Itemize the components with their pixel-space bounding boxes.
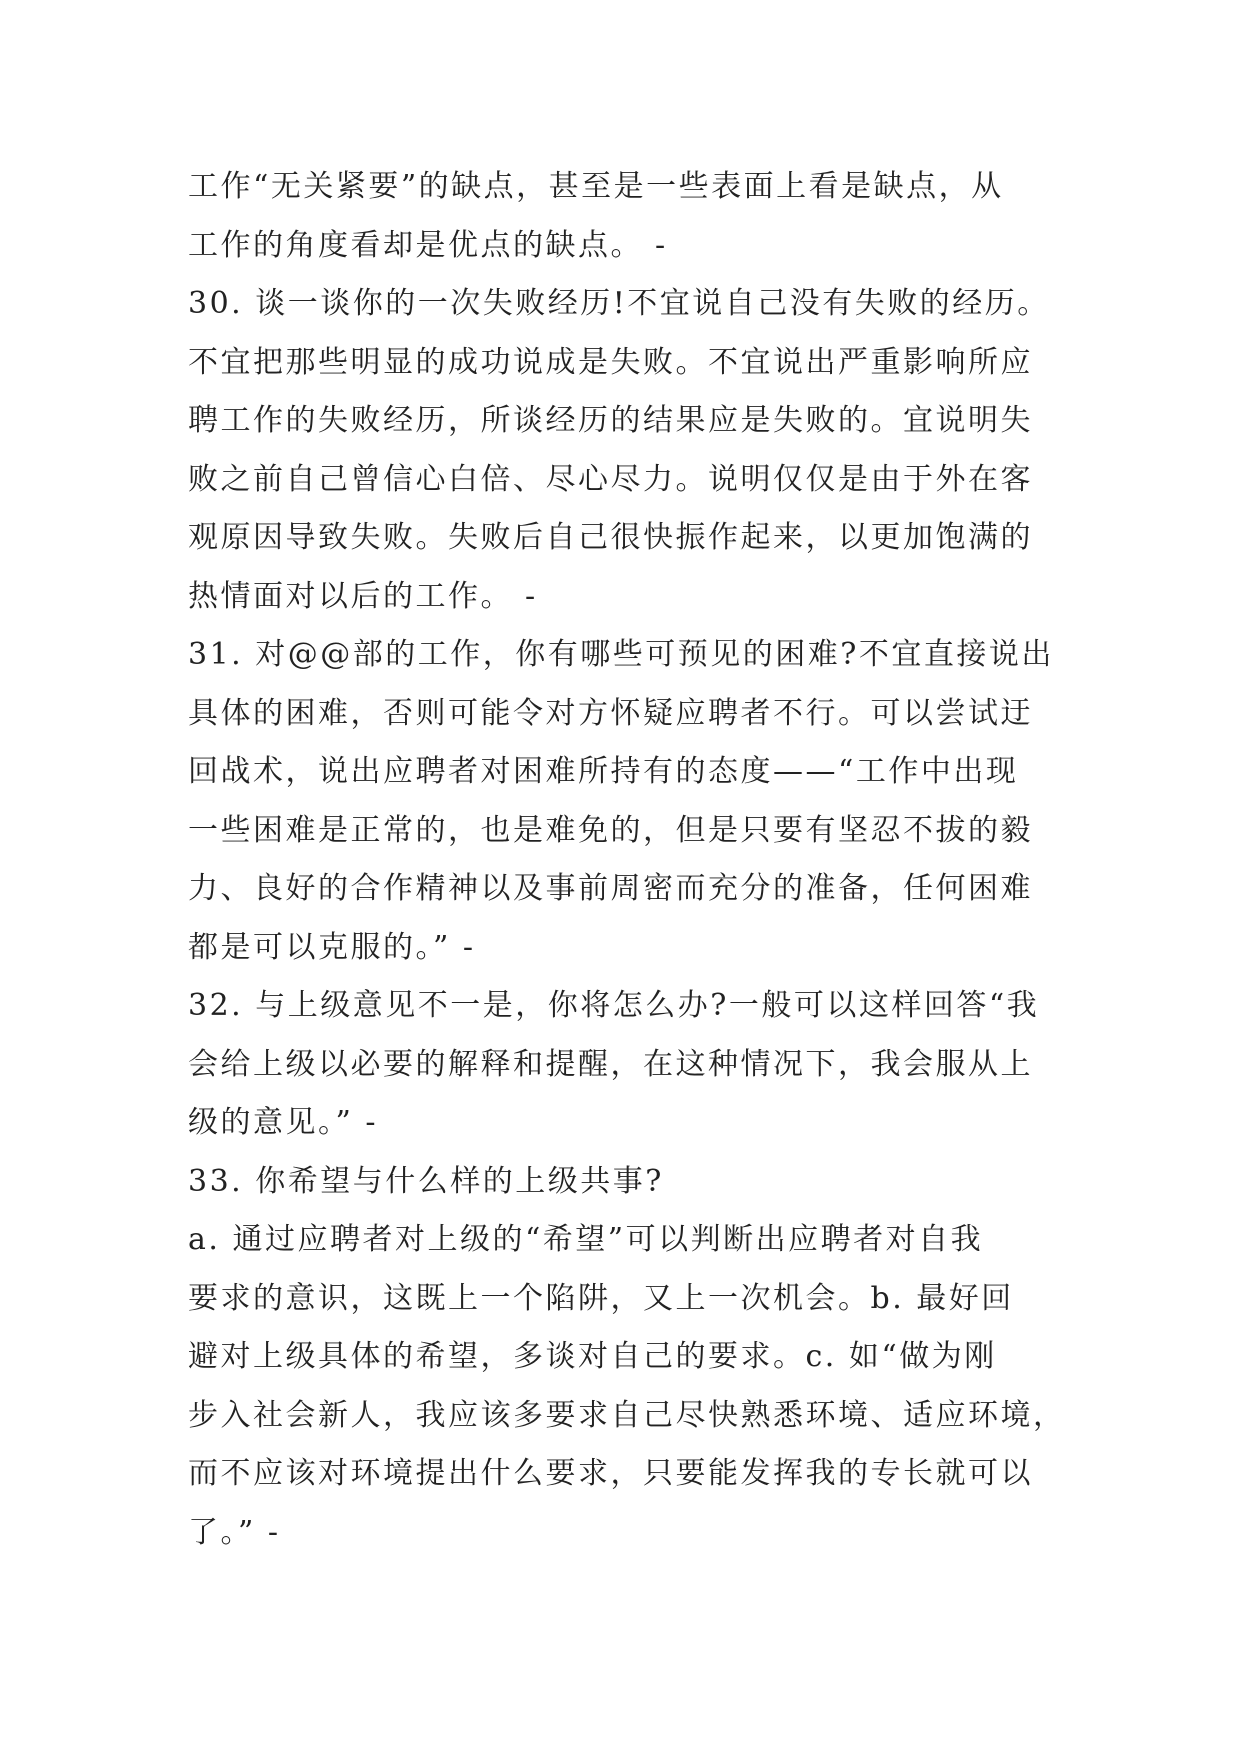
text-line: 不宜把那些明显的成功说成是失败。不宜说出严重影响所应 bbox=[188, 344, 1033, 380]
text-line: 具体的困难，否则可能令对方怀疑应聘者不行。可以尝试迂 bbox=[188, 695, 1033, 731]
text-line: 一些困难是正常的，也是难免的，但是只要有坚忍不拔的毅 bbox=[188, 812, 1033, 848]
text-line: 而不应该对环境提出什么要求，只要能发挥我的专长就可以 bbox=[188, 1456, 1033, 1491]
text-line: 工作的角度看却是优点的缺点。 - bbox=[188, 227, 668, 263]
text-line: 力、良好的合作精神以及事前周密而充分的准备，任何困难 bbox=[188, 871, 1033, 906]
text-line: 步入社会新人，我应该多要求自己尽快熟悉环境、适应环境， bbox=[188, 1397, 1066, 1433]
text-line: 30. 谈一谈你的一次失败经历!不宜说自己没有失败的经历。 bbox=[188, 286, 1050, 321]
text-line: 聘工作的失败经历，所谈经历的结果应是失败的。宜说明失 bbox=[188, 403, 1033, 438]
text-line: 工作“无关紧要”的缺点，甚至是一些表面上看是缺点，从 bbox=[188, 169, 1004, 204]
text-line: 观原因导致失败。失败后自己很快振作起来，以更加饱满的 bbox=[188, 520, 1033, 555]
text-line: 32. 与上级意见不一是，你将怎么办?一般可以这样回答“我 bbox=[188, 988, 1040, 1023]
text-line: 都是可以克服的。” - bbox=[188, 929, 476, 965]
text-line: 会给上级以必要的解释和提醒，在这种情况下，我会服从上 bbox=[188, 1046, 1033, 1082]
text-line: 败之前自己曾信心白倍、尽心尽力。说明仅仅是由于外在客 bbox=[188, 461, 1033, 497]
text-line: 31. 对@@部的工作，你有哪些可预见的困难?不宜直接说出 bbox=[188, 637, 1054, 672]
text-line: a. 通过应聘者对上级的“希望”可以判断出应聘者对自我 bbox=[188, 1222, 984, 1257]
text-line: 热情面对以后的工作。 - bbox=[188, 578, 538, 614]
text-line: 避对上级具体的希望，多谈对自己的要求。c. 如“做为刚 bbox=[188, 1339, 997, 1374]
text-line: 级的意见。” - bbox=[188, 1105, 379, 1140]
text-line: 回战术，说出应聘者对困难所持有的态度——“工作中出现 bbox=[188, 754, 1019, 789]
text-line: 要求的意识，这既上一个陷阱，又上一次机会。b. 最好回 bbox=[188, 1280, 1014, 1316]
text-line: 33. 你希望与什么样的上级共事? bbox=[188, 1163, 664, 1199]
text-line: 了。” - bbox=[188, 1514, 281, 1550]
document-body bbox=[188, 158, 1068, 1562]
